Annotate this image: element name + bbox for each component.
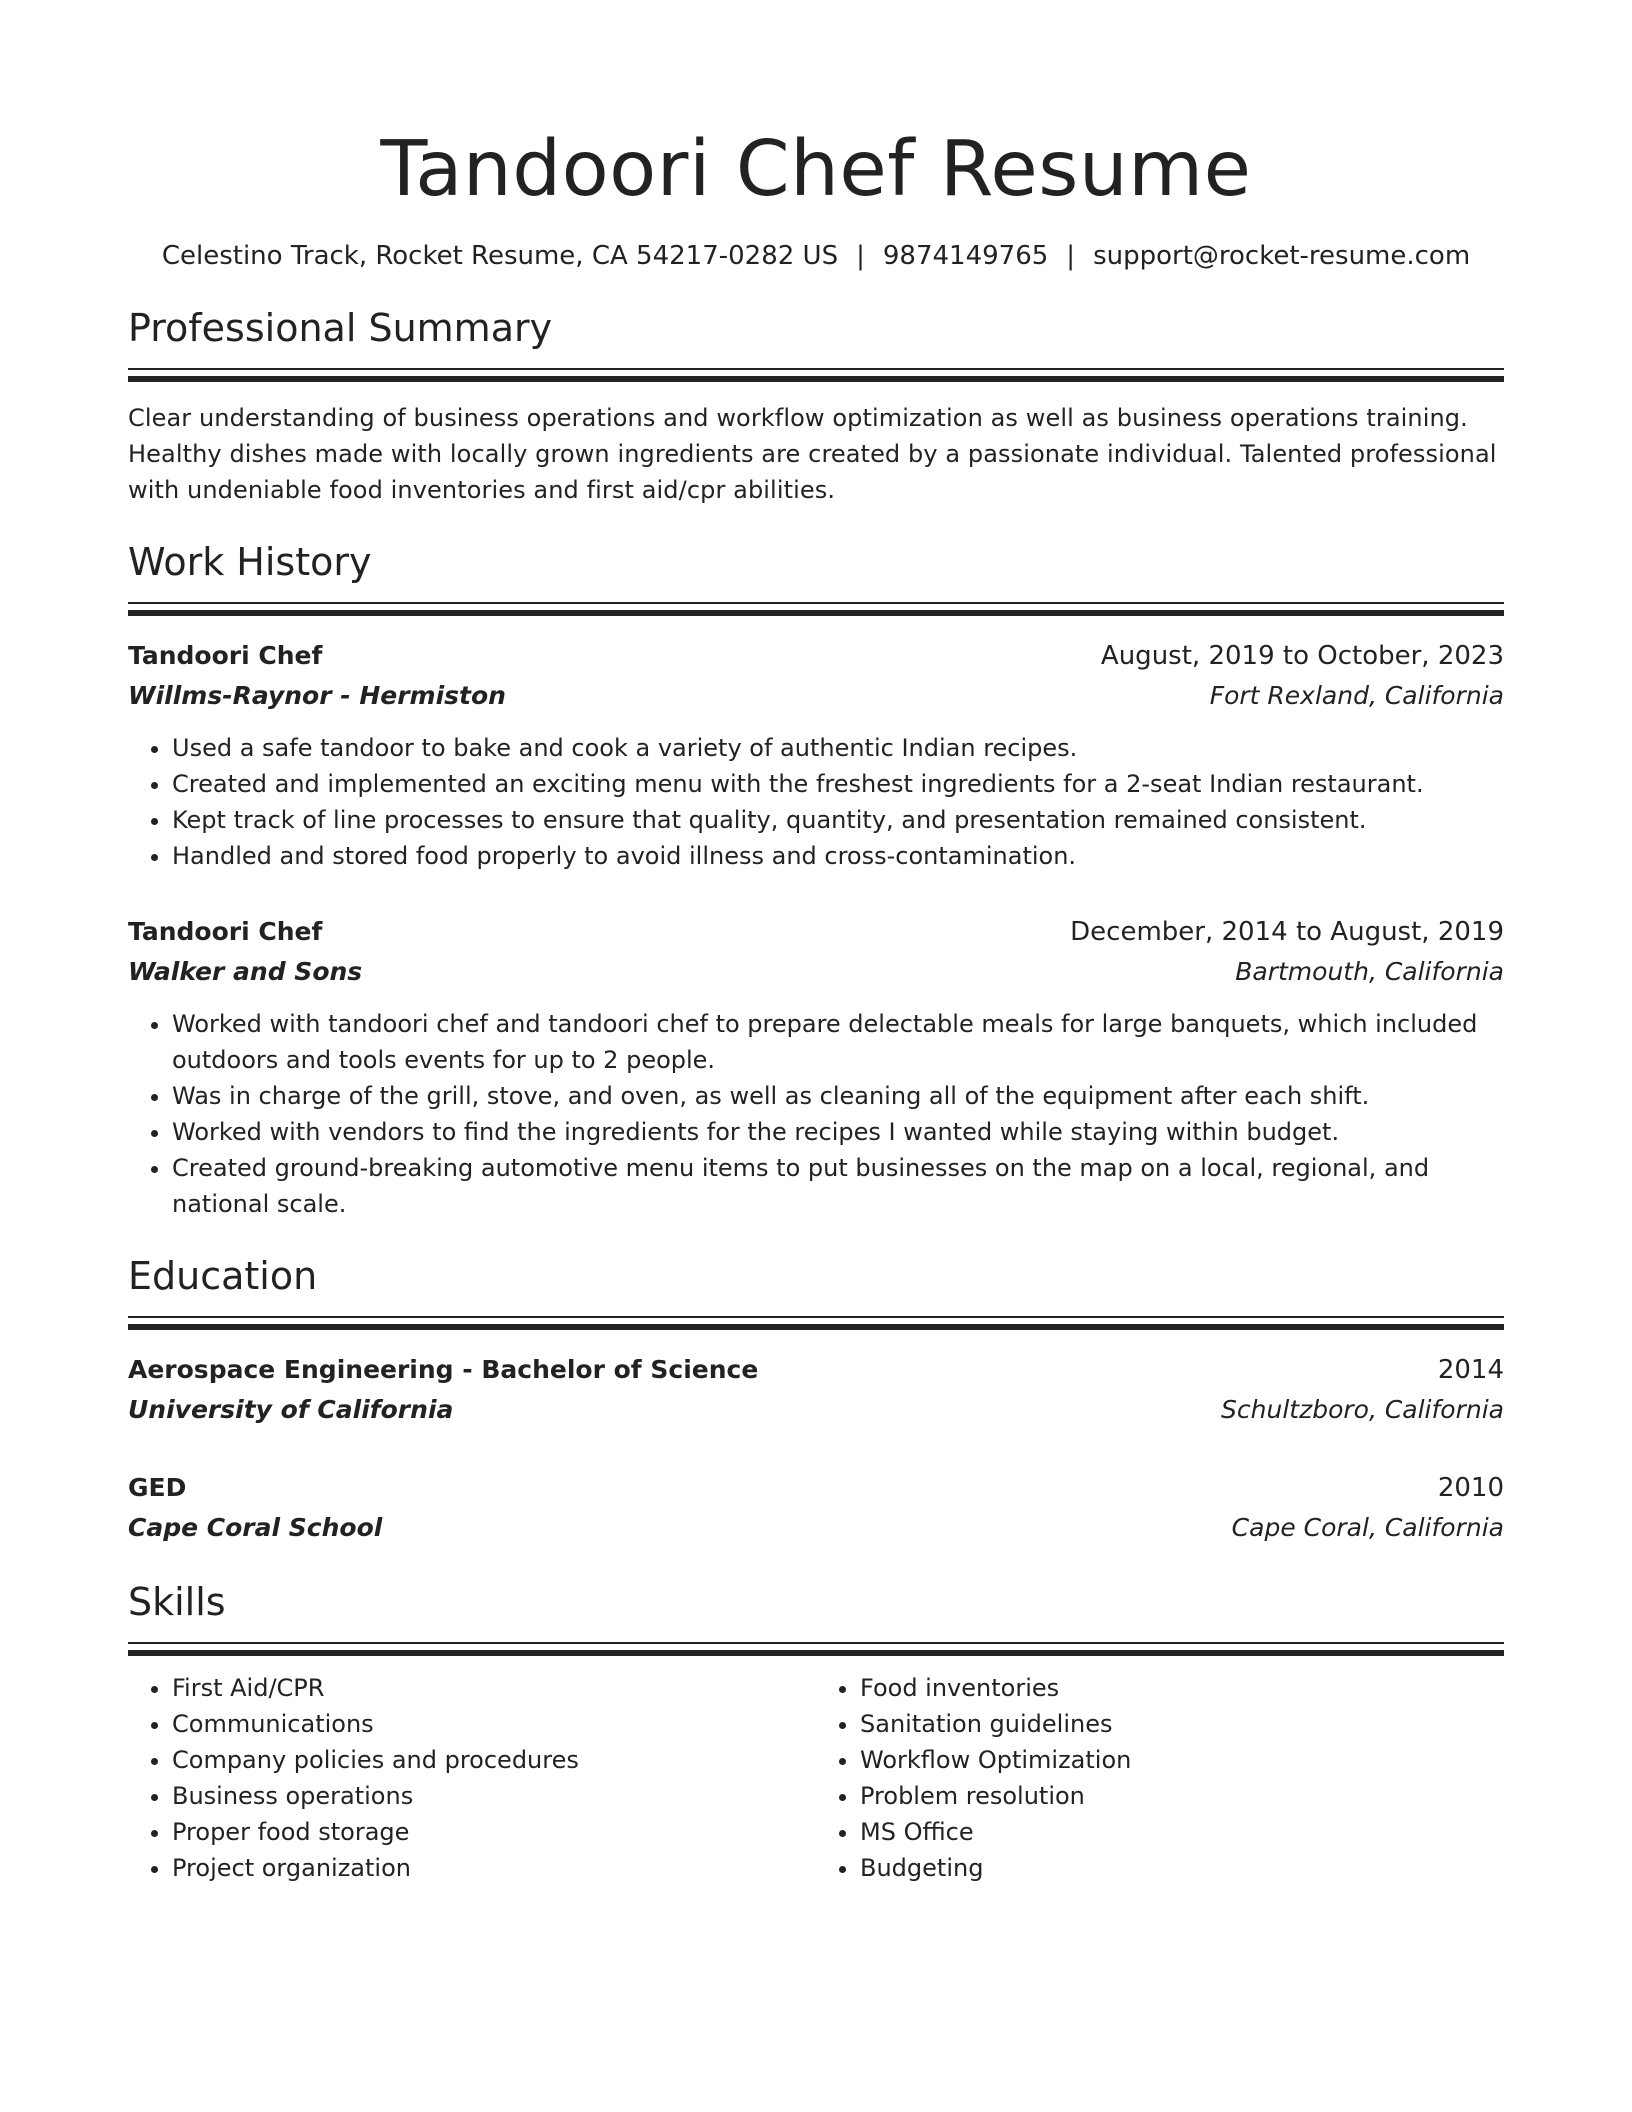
contact-line: [128, 238, 1504, 274]
job-bullet: • Created ground-breaking automotive menu items to put businesses on the map on a local, regional, and national scale.: [172, 1150, 1504, 1222]
skills-list-left: [128, 1670, 816, 1886]
section-heading: Skills: [128, 1580, 226, 1624]
resume-title: Tandoori Chef Resume: [380, 125, 1252, 214]
education-year: 2014: [1437, 1355, 1504, 1385]
job-bullet: • Used a safe tandoor to bake and cook a variety of authentic Indian recipes.: [172, 730, 1504, 766]
skill-item: • Project organization: [172, 1850, 816, 1886]
skills-list-right: [816, 1670, 1504, 1886]
education-location: Cape Coral, California: [1231, 1513, 1504, 1542]
job-dates: August, 2019 to October, 2023: [1100, 641, 1504, 671]
education-entry: [128, 1468, 1504, 1548]
job-bullet: • Worked with vendors to find the ingredients for the recipes I wanted while staying within budget.: [172, 1114, 1504, 1150]
section-divider: [128, 368, 1504, 382]
education-header-row: [128, 1350, 1504, 1390]
job-bullets: [128, 730, 1504, 874]
skill-item: • Budgeting: [860, 1850, 1504, 1886]
education-header-row: [128, 1468, 1504, 1508]
job-location: Fort Rexland, California: [1209, 681, 1504, 710]
skills-columns: [128, 1670, 1504, 1886]
skill-item: • Sanitation guidelines: [860, 1706, 1504, 1742]
education-school-row: [128, 1508, 1504, 1548]
skill-item: • Workflow Optimization: [860, 1742, 1504, 1778]
contact-separator: |: [856, 241, 865, 271]
job-bullet: • Kept track of line processes to ensure that quality, quantity, and presentation remained consistent.: [172, 802, 1504, 838]
section-divider: [128, 602, 1504, 616]
skill-item: • Problem resolution: [860, 1778, 1504, 1814]
education-degree: Aerospace Engineering - Bachelor of Science: [128, 1355, 759, 1384]
education-degree: GED: [128, 1473, 187, 1502]
section-heading: Work History: [128, 540, 372, 584]
contact-address: Celestino Track, Rocket Resume, CA 54217-0282 US: [161, 241, 839, 271]
skill-item: • Proper food storage: [172, 1814, 816, 1850]
section-heading: Education: [128, 1254, 318, 1298]
education-year: 2010: [1437, 1473, 1504, 1503]
skill-item: • Business operations: [172, 1778, 816, 1814]
job-company: Willms-Raynor - Hermiston: [128, 681, 506, 710]
contact-phone: 9874149765: [882, 241, 1049, 271]
job-location: Bartmouth, California: [1235, 957, 1504, 986]
job-dates: December, 2014 to August, 2019: [1070, 917, 1504, 947]
job-bullet: • Handled and stored food properly to avoid illness and cross-contamination.: [172, 838, 1504, 874]
skill-item: • Food inventories: [860, 1670, 1504, 1706]
skill-item: • Communications: [172, 1706, 816, 1742]
job-company: Walker and Sons: [128, 957, 363, 986]
education-school-row: [128, 1390, 1504, 1430]
job-bullets: [128, 1006, 1504, 1222]
skill-item: • Company policies and procedures: [172, 1742, 816, 1778]
job-bullet: • Created and implemented an exciting menu with the freshest ingredients for a 2-seat Indian restaurant.: [172, 766, 1504, 802]
job-title: Tandoori Chef: [128, 641, 323, 670]
contact-separator: |: [1066, 241, 1076, 271]
education-entry: [128, 1350, 1504, 1430]
job-entry: [128, 636, 1504, 874]
education-location: Schultzboro, California: [1221, 1395, 1504, 1424]
job-company-row: [128, 676, 1504, 716]
job-company-row: [128, 952, 1504, 992]
education-school: Cape Coral School: [128, 1513, 383, 1542]
skill-item: • First Aid/CPR: [172, 1670, 816, 1706]
job-title: Tandoori Chef: [128, 917, 323, 946]
section-education: [128, 1252, 1504, 1548]
section-summary: [128, 304, 1504, 508]
section-heading: Professional Summary: [128, 306, 553, 350]
job-header-row: [128, 912, 1504, 952]
skill-item: • MS Office: [860, 1814, 1504, 1850]
education-school: University of California: [128, 1395, 454, 1424]
summary-text: Clear understanding of business operations and workflow optimization as well as business operations training. Healthy dishes made with locally grown ingredients are created by a passionate individual. Talented professional with undeniable food inventories and first aid/cpr abilities.: [128, 404, 1497, 504]
job-bullet: • Worked with tandoori chef and tandoori chef to prepare delectable meals for large banquets, which included outdoors and tools events for up to 2 people.: [172, 1006, 1504, 1078]
section-skills: [128, 1578, 1504, 1886]
job-bullet: • Was in charge of the grill, stove, and oven, as well as cleaning all of the equipment after each shift.: [172, 1078, 1504, 1114]
section-divider: [128, 1642, 1504, 1656]
section-work-history: [128, 538, 1504, 1222]
contact-email[interactable]: support@rocket-resume.com: [1093, 241, 1471, 271]
job-header-row: [128, 636, 1504, 676]
section-divider: [128, 1316, 1504, 1330]
job-entry: [128, 912, 1504, 1222]
